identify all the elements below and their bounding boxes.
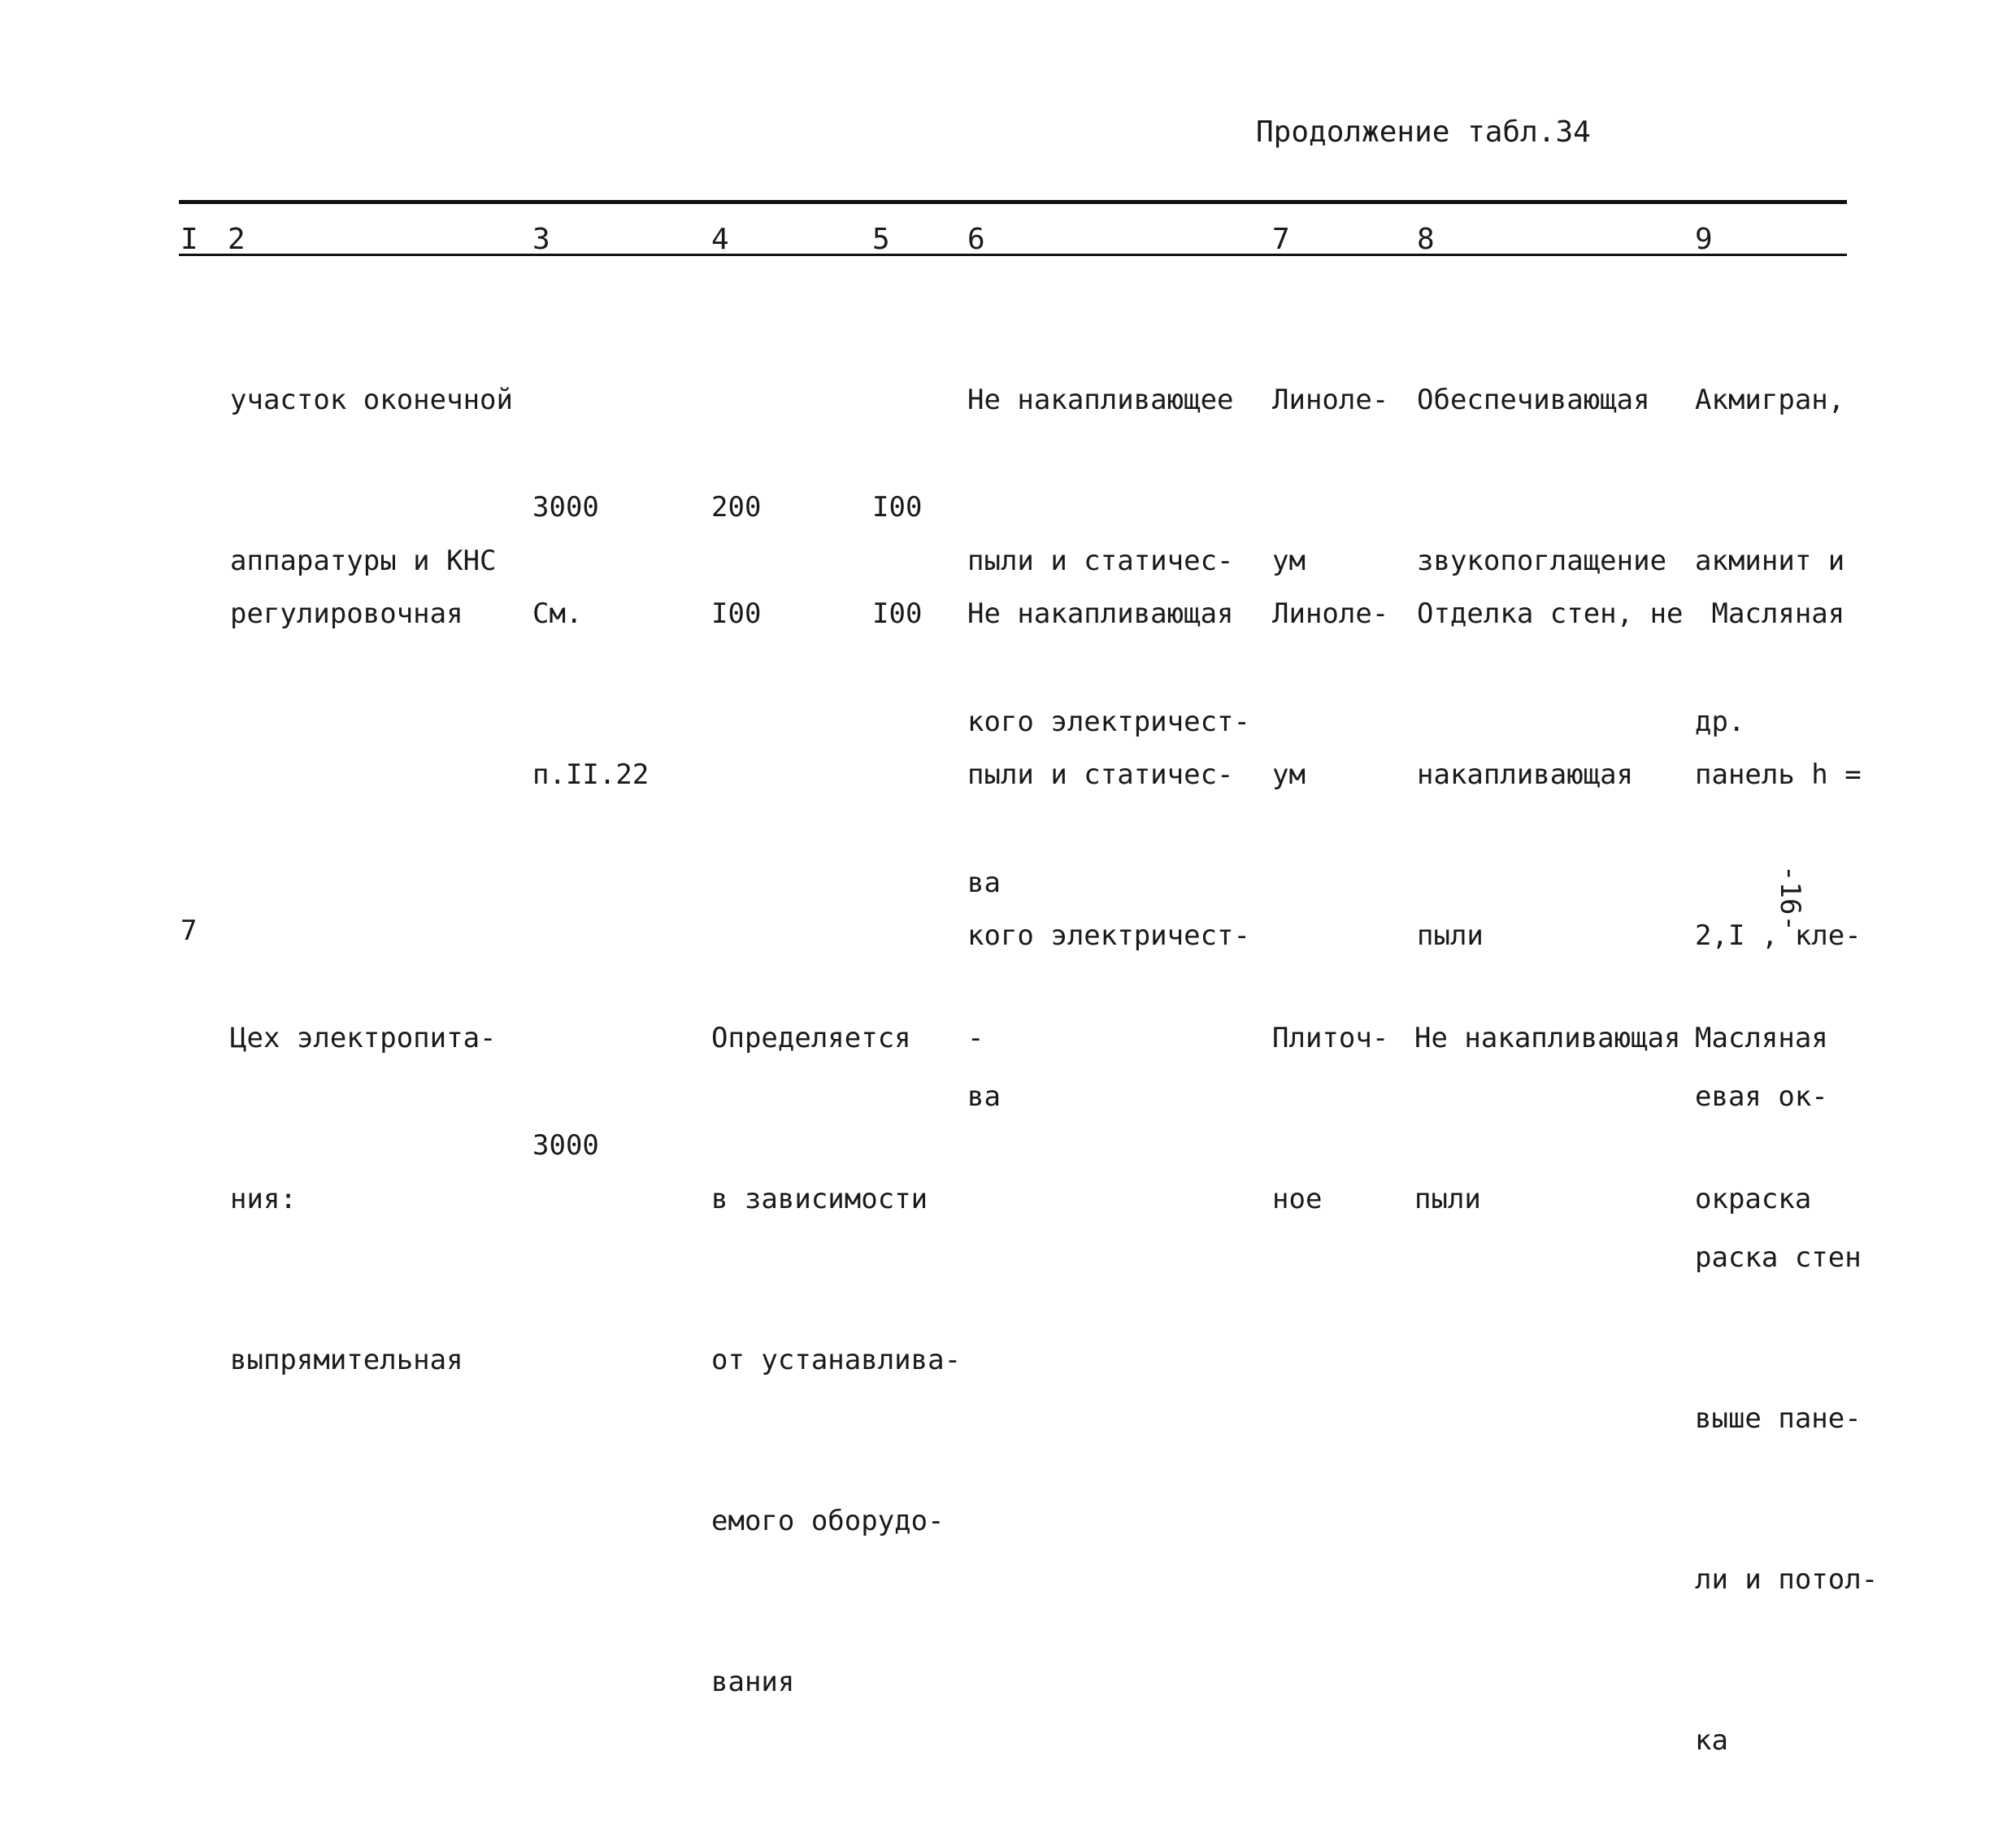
row1-col6: Не накапливающее пыли и статичес- кого электричест- ва [967,384,1250,899]
row1-col5: I00 [872,491,923,524]
row1-col3: 3000 [532,491,599,524]
row1-col9: Акмигран, акминит и др. [1695,384,1845,738]
column-header-7: 7 [1272,223,1290,256]
row2-col9: Масляная панель h = 2,I , кле- евая ок- раска стен выше пане- ли и потол- ка [1695,598,1879,1757]
row3-col3: 3000 [532,1129,599,1162]
row2-col4: I00 [711,598,762,630]
row2-col5: I00 [872,598,923,630]
row1-col8: Обеспечивающая звукопоглащение [1417,384,1667,577]
table-header-rule [179,254,1847,256]
column-header-5: 5 [872,223,890,256]
row3-col4: Определяется в зависимости от устанавлива- емого оборудо- вания [711,1022,962,1698]
row3-number: 7 [180,915,198,947]
row2-col8: Отделка стен, не накапливающая пыли [1417,598,1684,952]
row3-col2: Цех электропита- ния: выпрямительная [230,1022,497,1376]
column-header-6: 6 [967,223,985,256]
page-number: -16- [1774,865,1806,932]
row2-col6: Не накапливающая пыли и статичес- кого электричест- ва [967,598,1250,1113]
row1-col7: Линоле- ум [1272,384,1389,577]
column-header-2: 2 [228,223,245,256]
column-header-9: 9 [1695,223,1713,256]
row3-col6: - [967,1022,984,1054]
column-header-1: I [180,223,198,256]
column-header-4: 4 [711,223,729,256]
row3-col8: Не накапливающая пыли [1414,1022,1681,1215]
row1-col2: участок оконечной аппаратуры и КНС [230,384,513,577]
row3-col7: Плиточ- ное [1272,1022,1389,1215]
row2-col3: См. п.II.22 [532,598,650,791]
column-header-3: 3 [532,223,550,256]
table-top-rule [179,200,1847,204]
row2-col2: регулировочная [230,598,463,630]
row2-col7: Линоле- ум [1272,598,1389,791]
column-header-8: 8 [1417,223,1435,256]
table-caption: Продолжение табл.34 [1256,115,1591,149]
row1-col4: 200 [711,491,762,524]
row3-col9: Масляная окраска [1695,1022,1828,1215]
